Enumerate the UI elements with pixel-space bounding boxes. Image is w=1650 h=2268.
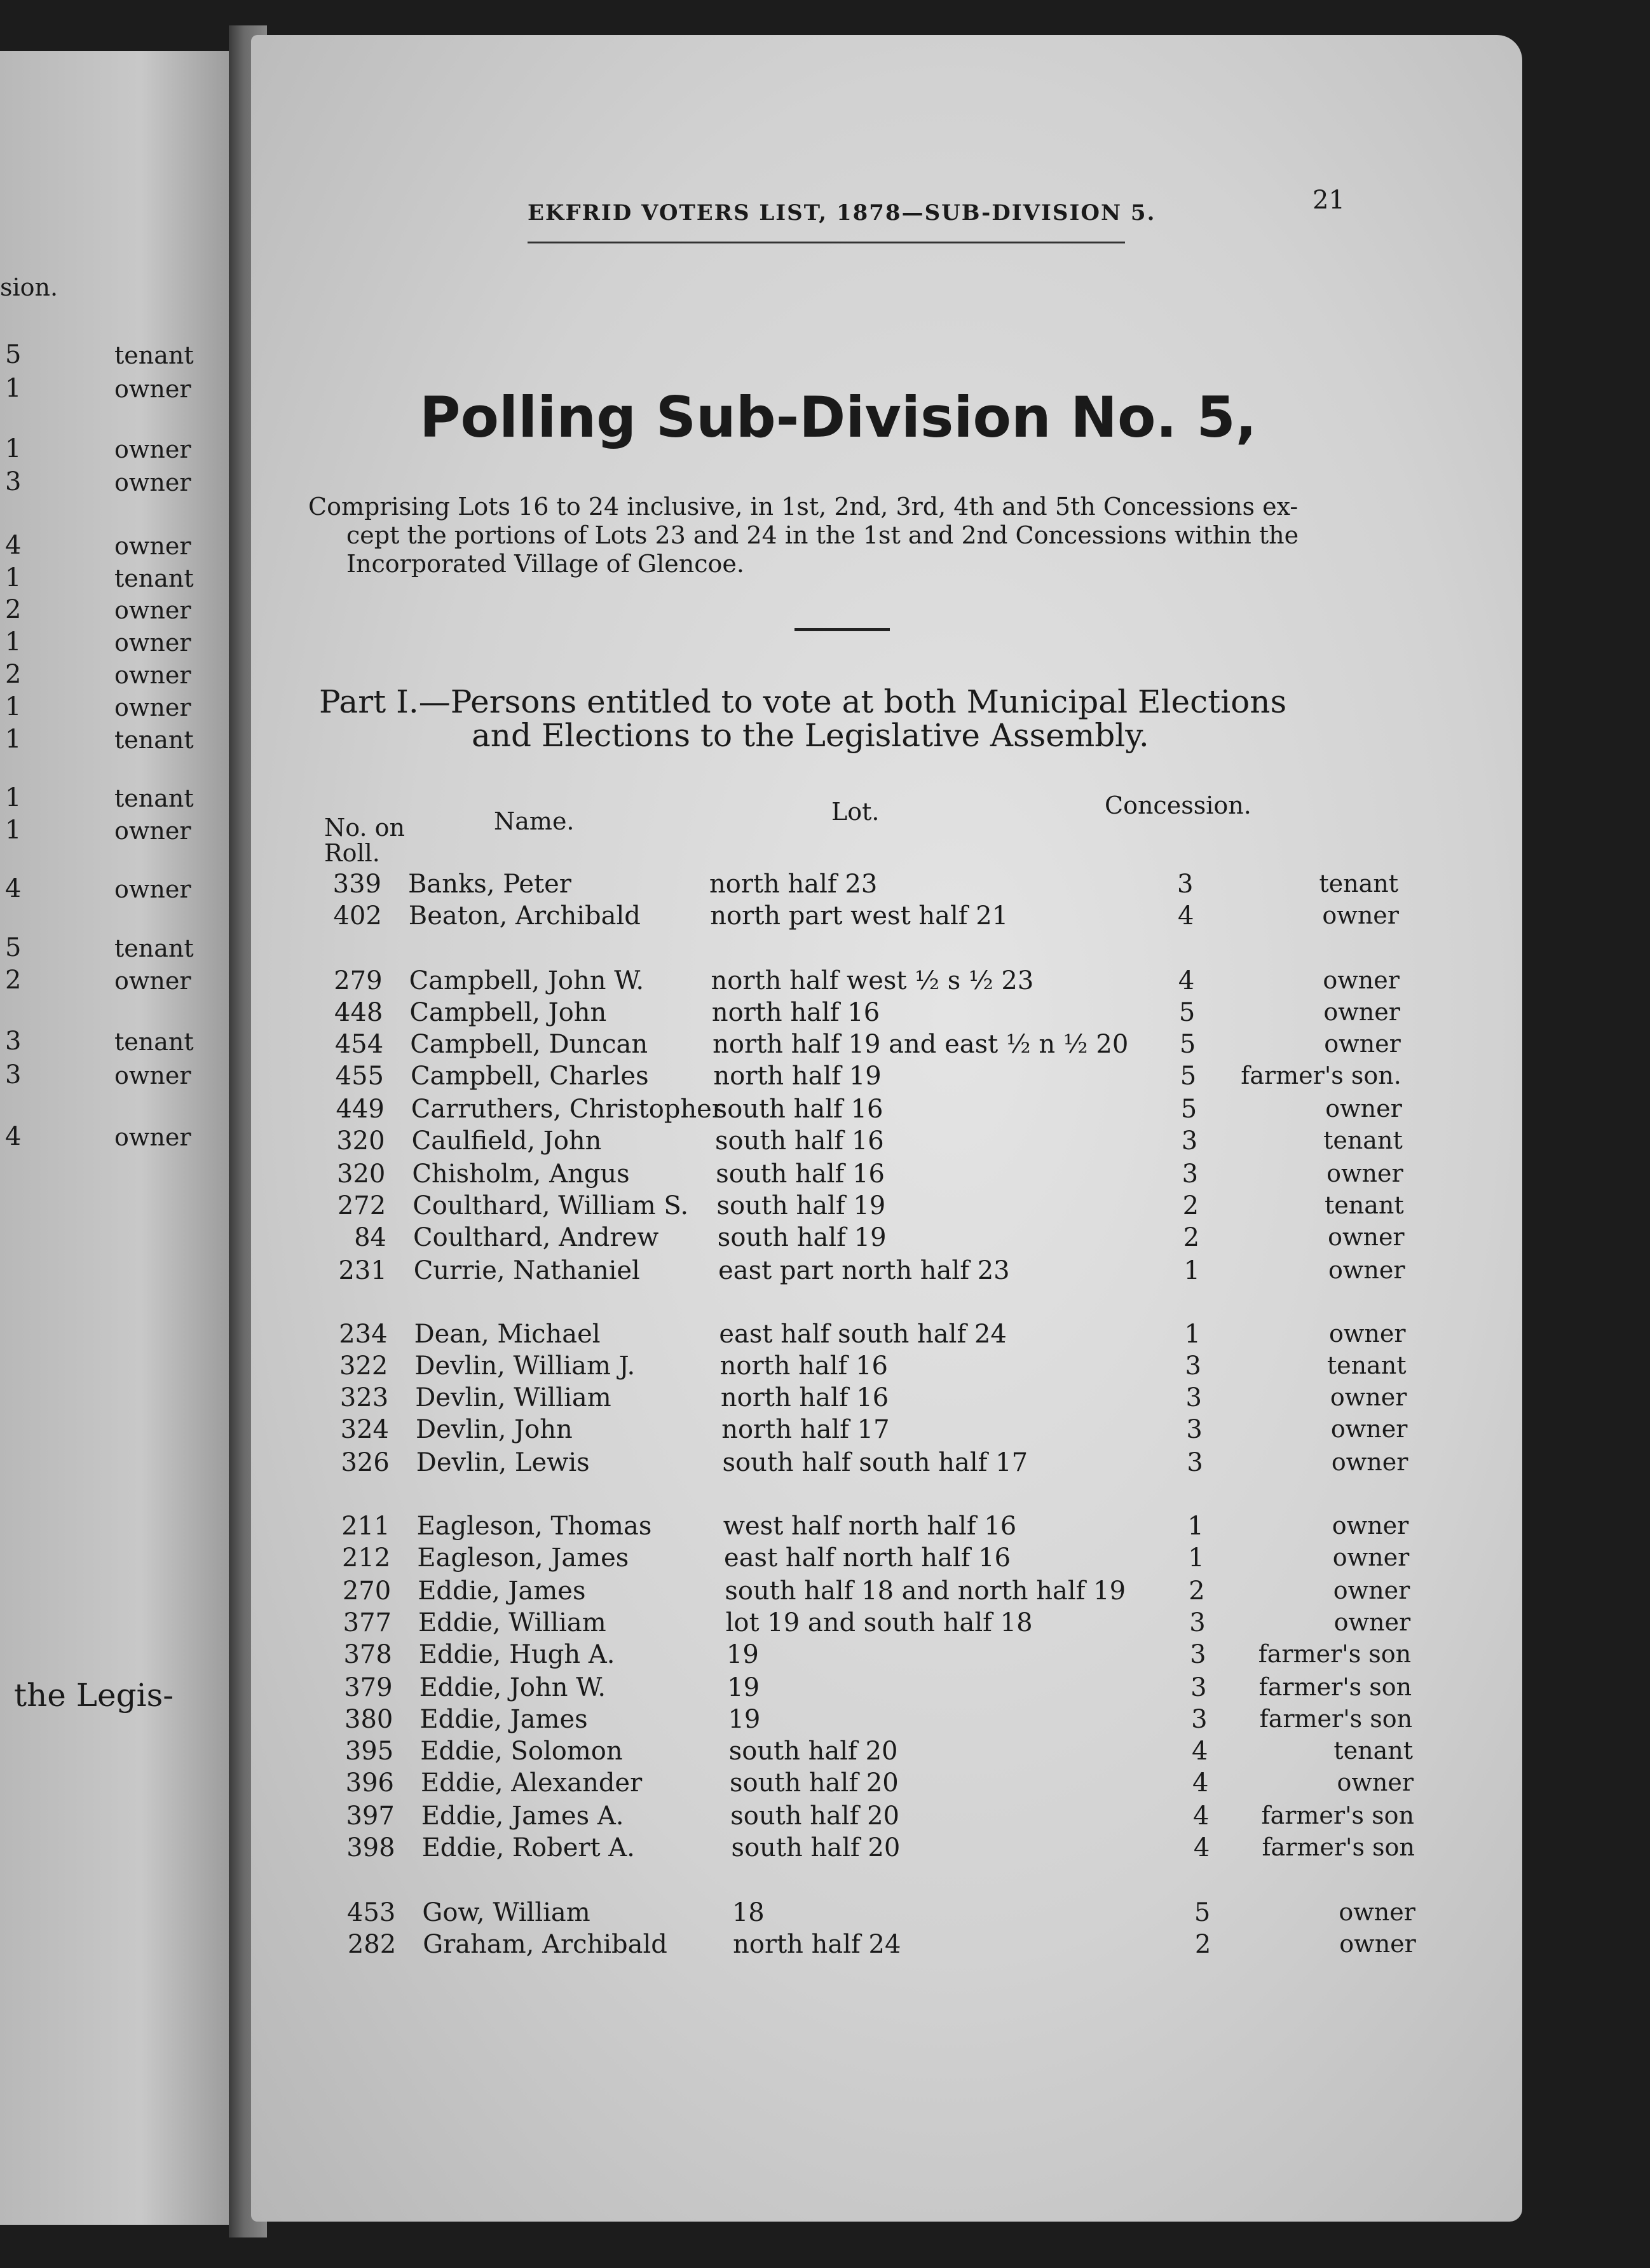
left-page-number: 1 <box>5 725 22 754</box>
voter-status: owner <box>1328 1223 1405 1251</box>
voter-concession: 3 <box>1190 1673 1207 1702</box>
voter-roll-number: 402 <box>333 901 382 931</box>
voter-name: Coulthard, Andrew <box>413 1223 659 1252</box>
voter-lot: north half west ½ s ½ 23 <box>711 966 1034 995</box>
voter-roll-number: 454 <box>334 1030 384 1059</box>
voter-roll-number: 323 <box>339 1383 389 1412</box>
voter-lot: south half 19 <box>716 1191 886 1220</box>
left-page-number: 4 <box>5 874 22 903</box>
voter-name: Devlin, John <box>416 1415 573 1444</box>
voter-concession: 3 <box>1186 1415 1203 1444</box>
voter-roll-number: 324 <box>340 1415 389 1444</box>
voter-lot: north half 16 <box>711 998 880 1027</box>
voter-concession: 4 <box>1192 1801 1210 1831</box>
left-page-status: tenant <box>114 564 194 592</box>
voter-concession: 4 <box>1192 1737 1208 1766</box>
left-page-number: 4 <box>5 1122 22 1151</box>
voter-roll-number: 397 <box>346 1801 395 1831</box>
voter-roll-number: 453 <box>347 1898 396 1927</box>
voter-status: owner <box>1332 1512 1409 1540</box>
voter-roll-number: 234 <box>339 1320 388 1349</box>
voter-lot: 19 <box>726 1640 759 1669</box>
voter-status: owner <box>1322 901 1399 929</box>
voter-name: Caulfield, John <box>411 1126 602 1156</box>
voter-lot: north part west half 21 <box>710 901 1009 931</box>
voter-roll-number: 272 <box>337 1191 386 1220</box>
left-page-number: 3 <box>5 1027 22 1056</box>
voter-name: Eddie, James <box>419 1705 588 1734</box>
voter-concession: 4 <box>1178 966 1195 995</box>
part-heading-line-2: and Elections to the Legislative Assembly. <box>472 717 1149 754</box>
left-page-number: 1 <box>5 563 22 592</box>
voter-lot: north half 16 <box>720 1383 889 1412</box>
running-header: EKFRID VOTERS LIST, 1878—SUB-DIVISION 5. <box>528 200 1156 226</box>
voter-status: owner <box>1331 1448 1408 1476</box>
voter-concession: 3 <box>1181 1126 1198 1156</box>
description-line-1: Comprising Lots 16 to 24 inclusive, in 1st, 2nd, 3rd, 4th and 5th Concessions ex- <box>308 493 1299 521</box>
voter-name: Eddie, Alexander <box>421 1768 643 1798</box>
part-heading-line-1: Part I.—Persons entitled to vote at both Municipal Elections <box>319 683 1287 720</box>
voter-roll-number: 231 <box>338 1256 387 1285</box>
left-page-status: tenant <box>114 934 194 962</box>
voter-roll-number: 395 <box>344 1737 394 1766</box>
left-page-number: 2 <box>5 660 22 689</box>
voter-concession: 3 <box>1187 1448 1203 1477</box>
voter-status: tenant <box>1326 1351 1407 1379</box>
voter-status: owner <box>1328 1256 1405 1284</box>
voter-lot: north half 19 and east ½ n ½ 20 <box>712 1030 1129 1059</box>
voter-name: Campbell, Charles <box>411 1062 649 1091</box>
left-page-status: owner <box>114 375 191 403</box>
voter-concession: 2 <box>1194 1930 1211 1959</box>
section-rule <box>794 628 890 631</box>
left-page-status: owner <box>114 661 191 689</box>
voter-concession: 5 <box>1180 1062 1197 1091</box>
voter-name: Eddie, John W. <box>419 1673 606 1702</box>
voter-roll-number: 320 <box>337 1159 386 1189</box>
voter-status: tenant <box>1324 1191 1404 1219</box>
voter-name: Banks, Peter <box>408 870 571 899</box>
voter-name: Eddie, Hugh A. <box>418 1640 615 1669</box>
voter-lot: north half 16 <box>719 1351 888 1381</box>
left-page-status: owner <box>114 693 191 721</box>
voter-name: Devlin, Lewis <box>416 1448 590 1477</box>
left-page-number: 1 <box>5 783 22 812</box>
voter-lot: 19 <box>727 1673 760 1702</box>
voter-lot: east half south half 24 <box>719 1320 1007 1349</box>
voter-concession: 2 <box>1182 1191 1199 1220</box>
voter-name: Graham, Archibald <box>423 1930 667 1959</box>
voter-name: Eagleson, James <box>417 1543 629 1573</box>
voter-lot: north half 23 <box>709 870 878 899</box>
left-page-status: owner <box>114 1123 191 1151</box>
voter-roll-number: 339 <box>332 870 381 899</box>
page-number: 21 <box>1312 186 1345 215</box>
voter-lot: east part north half 23 <box>718 1256 1010 1285</box>
left-page-footer-fragment: the Legis- <box>14 1677 174 1714</box>
voter-concession: 1 <box>1183 1256 1200 1285</box>
left-page-number: 5 <box>5 933 22 962</box>
voter-concession: 3 <box>1189 1608 1206 1637</box>
voter-concession: 5 <box>1194 1898 1211 1927</box>
column-header-concession: Concession. <box>1105 791 1251 819</box>
voter-concession: 1 <box>1184 1320 1201 1349</box>
voter-status: owner <box>1326 1159 1403 1187</box>
voter-name: Eddie, James <box>418 1576 586 1606</box>
left-page-status: tenant <box>114 784 194 812</box>
voter-concession: 5 <box>1179 1030 1196 1059</box>
left-page-header-fragment: sion. <box>0 273 58 301</box>
voter-status: owner <box>1323 998 1400 1026</box>
left-page-number: 1 <box>5 374 22 403</box>
voter-concession: 3 <box>1185 1383 1202 1412</box>
voter-roll-number: 282 <box>347 1930 397 1959</box>
voter-lot: south half 16 <box>716 1159 885 1189</box>
voter-concession: 4 <box>1177 901 1194 931</box>
voter-status: farmer's son <box>1258 1673 1412 1701</box>
voter-concession: 5 <box>1180 1095 1197 1124</box>
voter-roll-number: 211 <box>341 1512 390 1541</box>
voter-status: tenant <box>1333 1737 1414 1765</box>
header-rule <box>528 242 1125 243</box>
description-line-2: cept the portions of Lots 23 and 24 in the 1st and 2nd Concessions within the <box>346 521 1299 549</box>
left-page-number: 1 <box>5 434 22 463</box>
voter-name: Carruthers, Christopher <box>411 1095 724 1124</box>
voter-lot: north half 17 <box>721 1415 890 1444</box>
voter-lot: south half 20 <box>728 1737 898 1766</box>
voter-roll-number: 322 <box>339 1351 388 1381</box>
voter-roll-number: 377 <box>343 1608 392 1637</box>
voter-status: tenant <box>1323 1126 1403 1154</box>
voter-roll-number: 448 <box>334 998 383 1027</box>
voter-status: farmer's son <box>1261 1801 1414 1829</box>
voter-concession: 5 <box>1178 998 1196 1027</box>
left-page-status: owner <box>114 435 191 463</box>
voter-lot: north half 24 <box>733 1930 901 1959</box>
voter-concession: 2 <box>1189 1576 1205 1606</box>
left-page-status: owner <box>114 629 191 657</box>
voter-lot: east half north half 16 <box>724 1543 1011 1573</box>
voter-name: Campbell, John <box>409 998 607 1027</box>
voter-status: farmer's son. <box>1241 1062 1401 1090</box>
voter-name: Campbell, John W. <box>409 966 644 995</box>
voter-concession: 1 <box>1187 1512 1204 1541</box>
voter-lot: south half 20 <box>730 1768 899 1798</box>
column-header-lot: Lot. <box>831 798 880 826</box>
left-page-number: 1 <box>5 816 22 845</box>
voter-lot: south half south half 17 <box>722 1448 1028 1477</box>
voter-roll-number: 379 <box>344 1673 393 1702</box>
voter-lot: 18 <box>732 1898 765 1927</box>
voter-roll-number: 378 <box>343 1640 392 1669</box>
voter-concession: 3 <box>1185 1351 1201 1381</box>
voter-roll-number: 396 <box>345 1768 394 1798</box>
voter-status: owner <box>1328 1320 1406 1348</box>
voter-concession: 1 <box>1188 1543 1204 1573</box>
voter-name: Currie, Nathaniel <box>413 1256 640 1285</box>
voter-lot: south half 18 and north half 19 <box>725 1576 1126 1606</box>
voter-lot: south half 16 <box>714 1095 883 1124</box>
left-page-number: 1 <box>5 627 22 657</box>
voter-roll-number: 326 <box>341 1448 390 1477</box>
voter-status: owner <box>1333 1608 1411 1636</box>
voter-concession: 3 <box>1190 1640 1206 1669</box>
voter-roll-number: 320 <box>336 1126 385 1156</box>
voter-roll-number: 398 <box>346 1833 395 1862</box>
voter-lot: north half 19 <box>713 1062 882 1091</box>
left-page-status: tenant <box>114 726 194 754</box>
voter-lot: south half 19 <box>717 1223 887 1252</box>
voter-name: Chisholm, Angus <box>412 1159 630 1189</box>
voter-concession: 3 <box>1191 1705 1208 1734</box>
left-page-number: 4 <box>5 531 22 560</box>
voter-roll-number: 380 <box>344 1705 393 1734</box>
voter-status: owner <box>1332 1543 1410 1571</box>
voter-lot: lot 19 and south half 18 <box>725 1608 1033 1637</box>
voter-name: Gow, William <box>422 1898 590 1927</box>
voter-concession: 2 <box>1183 1223 1200 1252</box>
voter-status: owner <box>1330 1383 1407 1411</box>
voter-name: Devlin, William J. <box>414 1351 636 1381</box>
voter-name: Eddie, Robert A. <box>421 1833 635 1862</box>
left-page-number: 1 <box>5 692 22 721</box>
left-page-number: 2 <box>5 966 22 995</box>
voter-status: owner <box>1337 1768 1414 1796</box>
voter-name: Dean, Michael <box>414 1320 601 1349</box>
left-page-status: owner <box>114 817 191 845</box>
voter-status: farmer's son <box>1258 1640 1412 1668</box>
voter-status: owner <box>1339 1930 1416 1958</box>
left-page-number: 3 <box>5 467 22 496</box>
left-page-status: owner <box>114 596 191 624</box>
column-header-name: Name. <box>494 807 575 835</box>
voter-concession: 3 <box>1177 870 1194 899</box>
page-title: Polling Sub-Division No. 5, <box>419 385 1257 450</box>
voter-roll-number: 455 <box>335 1062 384 1091</box>
left-page-status: tenant <box>114 341 194 369</box>
voter-name: Campbell, Duncan <box>410 1030 648 1059</box>
voter-lot: south half 20 <box>730 1801 900 1831</box>
voter-status: owner <box>1330 1415 1408 1443</box>
voter-name: Devlin, William <box>415 1383 611 1412</box>
voter-status: owner <box>1339 1898 1415 1926</box>
left-page-status: owner <box>114 1062 191 1090</box>
voter-concession: 3 <box>1182 1159 1199 1189</box>
voter-name: Coulthard, William S. <box>412 1191 689 1220</box>
voter-roll-number: 449 <box>336 1095 385 1124</box>
voter-lot: south half 20 <box>731 1833 901 1862</box>
left-page-number: 3 <box>5 1060 22 1090</box>
voter-name: Beaton, Archibald <box>408 901 641 931</box>
voter-roll-number: 279 <box>334 966 383 995</box>
voter-status: owner <box>1333 1576 1410 1604</box>
voter-roll-number: 270 <box>342 1576 392 1606</box>
voter-status: owner <box>1324 1030 1401 1058</box>
voter-concession: 4 <box>1193 1833 1210 1862</box>
voter-status: farmer's son <box>1262 1833 1415 1861</box>
voter-status: owner <box>1325 1095 1402 1123</box>
left-page-number: 5 <box>5 340 22 369</box>
voter-name: Eddie, William <box>418 1608 606 1637</box>
left-page-status: owner <box>114 532 191 560</box>
voter-status: tenant <box>1319 870 1398 898</box>
column-header-roll-line-2: Roll. <box>324 839 380 867</box>
voter-roll-number: 212 <box>342 1543 391 1573</box>
left-page-status: tenant <box>114 1028 194 1056</box>
voter-status: farmer's son <box>1259 1705 1413 1733</box>
left-page-status: owner <box>114 468 191 496</box>
voter-concession: 4 <box>1192 1768 1209 1798</box>
voter-lot: south half 16 <box>714 1126 884 1156</box>
voter-name: Eddie, Solomon <box>420 1737 623 1766</box>
voter-roll-number: 84 <box>354 1223 386 1252</box>
voter-name: Eagleson, Thomas <box>416 1512 652 1541</box>
voter-lot: 19 <box>728 1705 761 1734</box>
left-page-number: 2 <box>5 595 22 624</box>
voter-name: Eddie, James A. <box>421 1801 624 1831</box>
left-page-status: owner <box>114 967 191 995</box>
voter-lot: west half north half 16 <box>723 1512 1017 1541</box>
voter-status: owner <box>1323 966 1400 994</box>
description-line-3: Incorporated Village of Glencoe. <box>346 550 744 578</box>
column-header-roll: No. on <box>324 814 405 842</box>
left-page-status: owner <box>114 875 191 903</box>
